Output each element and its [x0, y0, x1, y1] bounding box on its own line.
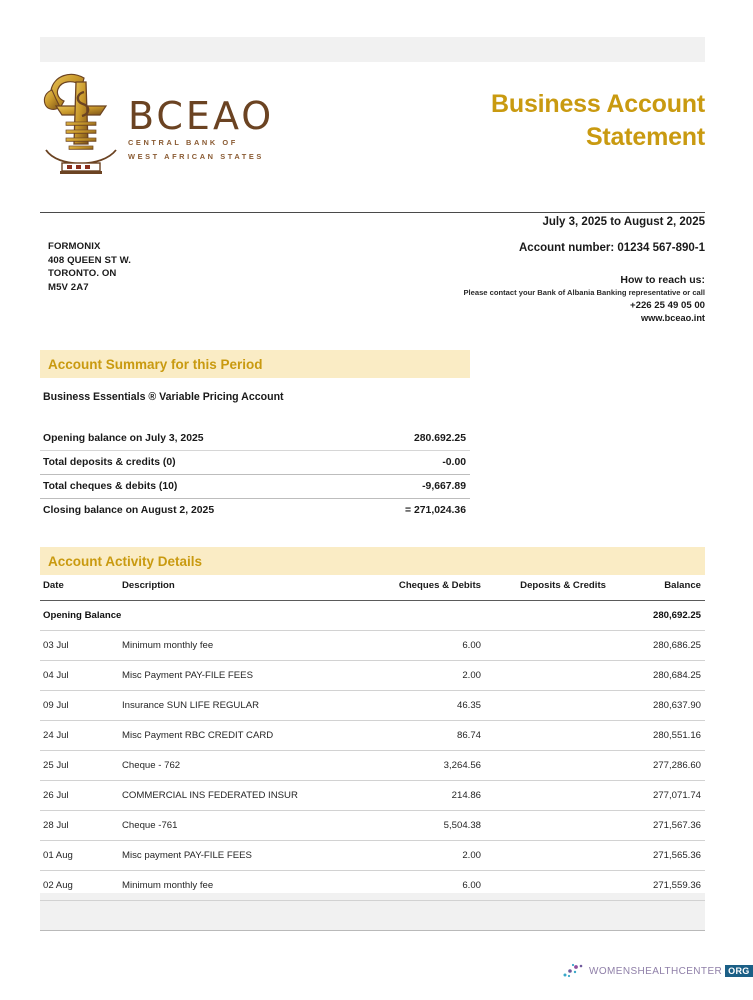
cell-credit: [485, 661, 610, 691]
cell-balance: 277,286.60: [610, 751, 705, 781]
table-row-opening-balance: [40, 601, 705, 631]
column-header-description: Description: [110, 578, 340, 601]
cell-date: 04 Jul: [40, 661, 110, 691]
watermark-text: WOMENSHEALTHCENTER: [589, 965, 723, 977]
cell-debit: 86.74: [340, 721, 485, 751]
cell-balance: 280,684.25: [610, 661, 705, 691]
summary-label: Closing balance on August 2, 2025: [40, 499, 349, 523]
column-header-credits: Deposits & Credits: [485, 578, 610, 601]
table-row: [40, 871, 705, 901]
customer-street: 408 QUEEN ST W.: [48, 254, 132, 266]
account-activity-table: [40, 578, 705, 901]
cell-debit: 3,264.56: [340, 751, 485, 781]
table-row: [40, 661, 705, 691]
summary-row: [40, 475, 470, 499]
cell-balance: 271,565.36: [610, 841, 705, 871]
dots-decoration-icon: [562, 963, 588, 979]
cell-date: 09 Jul: [40, 691, 110, 721]
bank-tagline-line1: CENTRAL BANK OF: [128, 137, 238, 147]
watermark-badge: ORG: [725, 965, 752, 977]
customer-name: FORMONIX: [48, 241, 101, 252]
column-header-date: Date: [40, 578, 110, 601]
account-number: Account number: 01234 567-890-1: [519, 242, 705, 254]
cell-date: 24 Jul: [40, 721, 110, 751]
page-title-line2: Statement: [585, 123, 705, 151]
table-row: [40, 841, 705, 871]
cell-credit: [485, 751, 610, 781]
table-row: [40, 751, 705, 781]
table-row: [40, 811, 705, 841]
column-header-balance: Balance: [610, 578, 705, 601]
table-row: [40, 721, 705, 751]
cell-date: 03 Jul: [40, 631, 110, 661]
cell-description: Minimum monthly fee: [110, 631, 340, 661]
table-row: [40, 691, 705, 721]
page-title-line1: Business Account: [491, 90, 705, 118]
cell-date: 02 Aug: [40, 871, 110, 901]
statement-period: July 3, 2025 to August 2, 2025: [542, 216, 705, 228]
summary-label: Total cheques & debits (10): [40, 475, 349, 499]
opening-balance-label: Opening Balance: [40, 601, 340, 631]
cell-description: Cheque -761: [110, 811, 340, 841]
cell-balance: 271,559.36: [610, 871, 705, 901]
cell-description: COMMERCIAL INS FEDERATED INSUR: [110, 781, 340, 811]
cell-balance: 271,567.36: [610, 811, 705, 841]
header-divider: [40, 212, 705, 213]
cell-description: Misc Payment RBC CREDIT CARD: [110, 721, 340, 751]
customer-postal: M5V 2A7: [48, 281, 89, 293]
cell-debit: 5,504.38: [340, 811, 485, 841]
cell-credit: [485, 781, 610, 811]
summary-value: -9,667.89: [349, 475, 470, 499]
cell-balance: 277,071.74: [610, 781, 705, 811]
watermark: [562, 962, 753, 980]
contact-instruction: Please contact your Bank of Albania Banking representative or call: [463, 287, 705, 297]
contact-title: How to reach us:: [620, 274, 705, 286]
summary-label: Total deposits & credits (0): [40, 451, 349, 475]
cell-description: Cheque - 762: [110, 751, 340, 781]
bank-wordmark: BCEAO: [128, 93, 275, 138]
top-grey-band: [40, 37, 705, 62]
cell-credit: [485, 721, 610, 751]
customer-address: [48, 240, 131, 294]
cell-date: 28 Jul: [40, 811, 110, 841]
cell-description: Minimum monthly fee: [110, 871, 340, 901]
cell-balance: 280,637.90: [610, 691, 705, 721]
summary-value: -0.00: [349, 451, 470, 475]
cell-date: 25 Jul: [40, 751, 110, 781]
cell-debit: 2.00: [340, 841, 485, 871]
contact-phone: +226 25 49 05 00: [630, 299, 705, 311]
table-row: [40, 631, 705, 661]
opening-balance-amount: 280,692.25: [610, 601, 705, 631]
cell-debit: 2.00: [340, 661, 485, 691]
cell-debit: 46.35: [340, 691, 485, 721]
bank-logo: [40, 66, 274, 178]
summary-row: [40, 451, 470, 475]
cell-balance: 280,686.25: [610, 631, 705, 661]
summary-row: [40, 427, 470, 451]
cell-date: 26 Jul: [40, 781, 110, 811]
bceao-emblem-icon: [40, 66, 122, 178]
summary-row: [40, 499, 470, 523]
cell-debit: 6.00: [340, 871, 485, 901]
cell-description: Misc payment PAY-FILE FEES: [110, 841, 340, 871]
cell-credit: [485, 811, 610, 841]
summary-value: = 271,024.36: [349, 499, 470, 523]
cell-debit: 6.00: [340, 631, 485, 661]
table-header-row: [40, 578, 705, 601]
account-summary-table: [40, 427, 470, 522]
contact-website: www.bceao.int: [641, 313, 705, 324]
cell-credit: [485, 691, 610, 721]
summary-value: 280.692.25: [413, 433, 466, 444]
page-title: [365, 88, 705, 154]
cell-balance: 280,551.16: [610, 721, 705, 751]
cell-debit: 214.86: [340, 781, 485, 811]
cell-credit: [485, 631, 610, 661]
cell-description: Misc Payment PAY-FILE FEES: [110, 661, 340, 691]
column-header-debits: Cheques & Debits: [340, 578, 485, 601]
cell-credit: [485, 871, 610, 901]
statement-meta: [40, 216, 705, 328]
account-activity-banner: Account Activity Details: [40, 547, 705, 575]
opening-balance-debit: [340, 601, 485, 631]
summary-label: Opening balance on July 3, 2025: [43, 433, 204, 444]
statement-header: [40, 66, 705, 188]
table-row: [40, 781, 705, 811]
cell-date: 01 Aug: [40, 841, 110, 871]
contact-block: [463, 273, 705, 325]
account-type-label: Business Essentials ® Variable Pricing Account: [43, 391, 284, 403]
account-summary-banner: Account Summary for this Period: [40, 350, 470, 378]
opening-balance-credit: [485, 601, 610, 631]
cell-description: Insurance SUN LIFE REGULAR: [110, 691, 340, 721]
bank-tagline-line2: WEST AFRICAN STATES: [128, 151, 264, 161]
cell-credit: [485, 841, 610, 871]
customer-city: TORONTO. ON: [48, 268, 117, 280]
